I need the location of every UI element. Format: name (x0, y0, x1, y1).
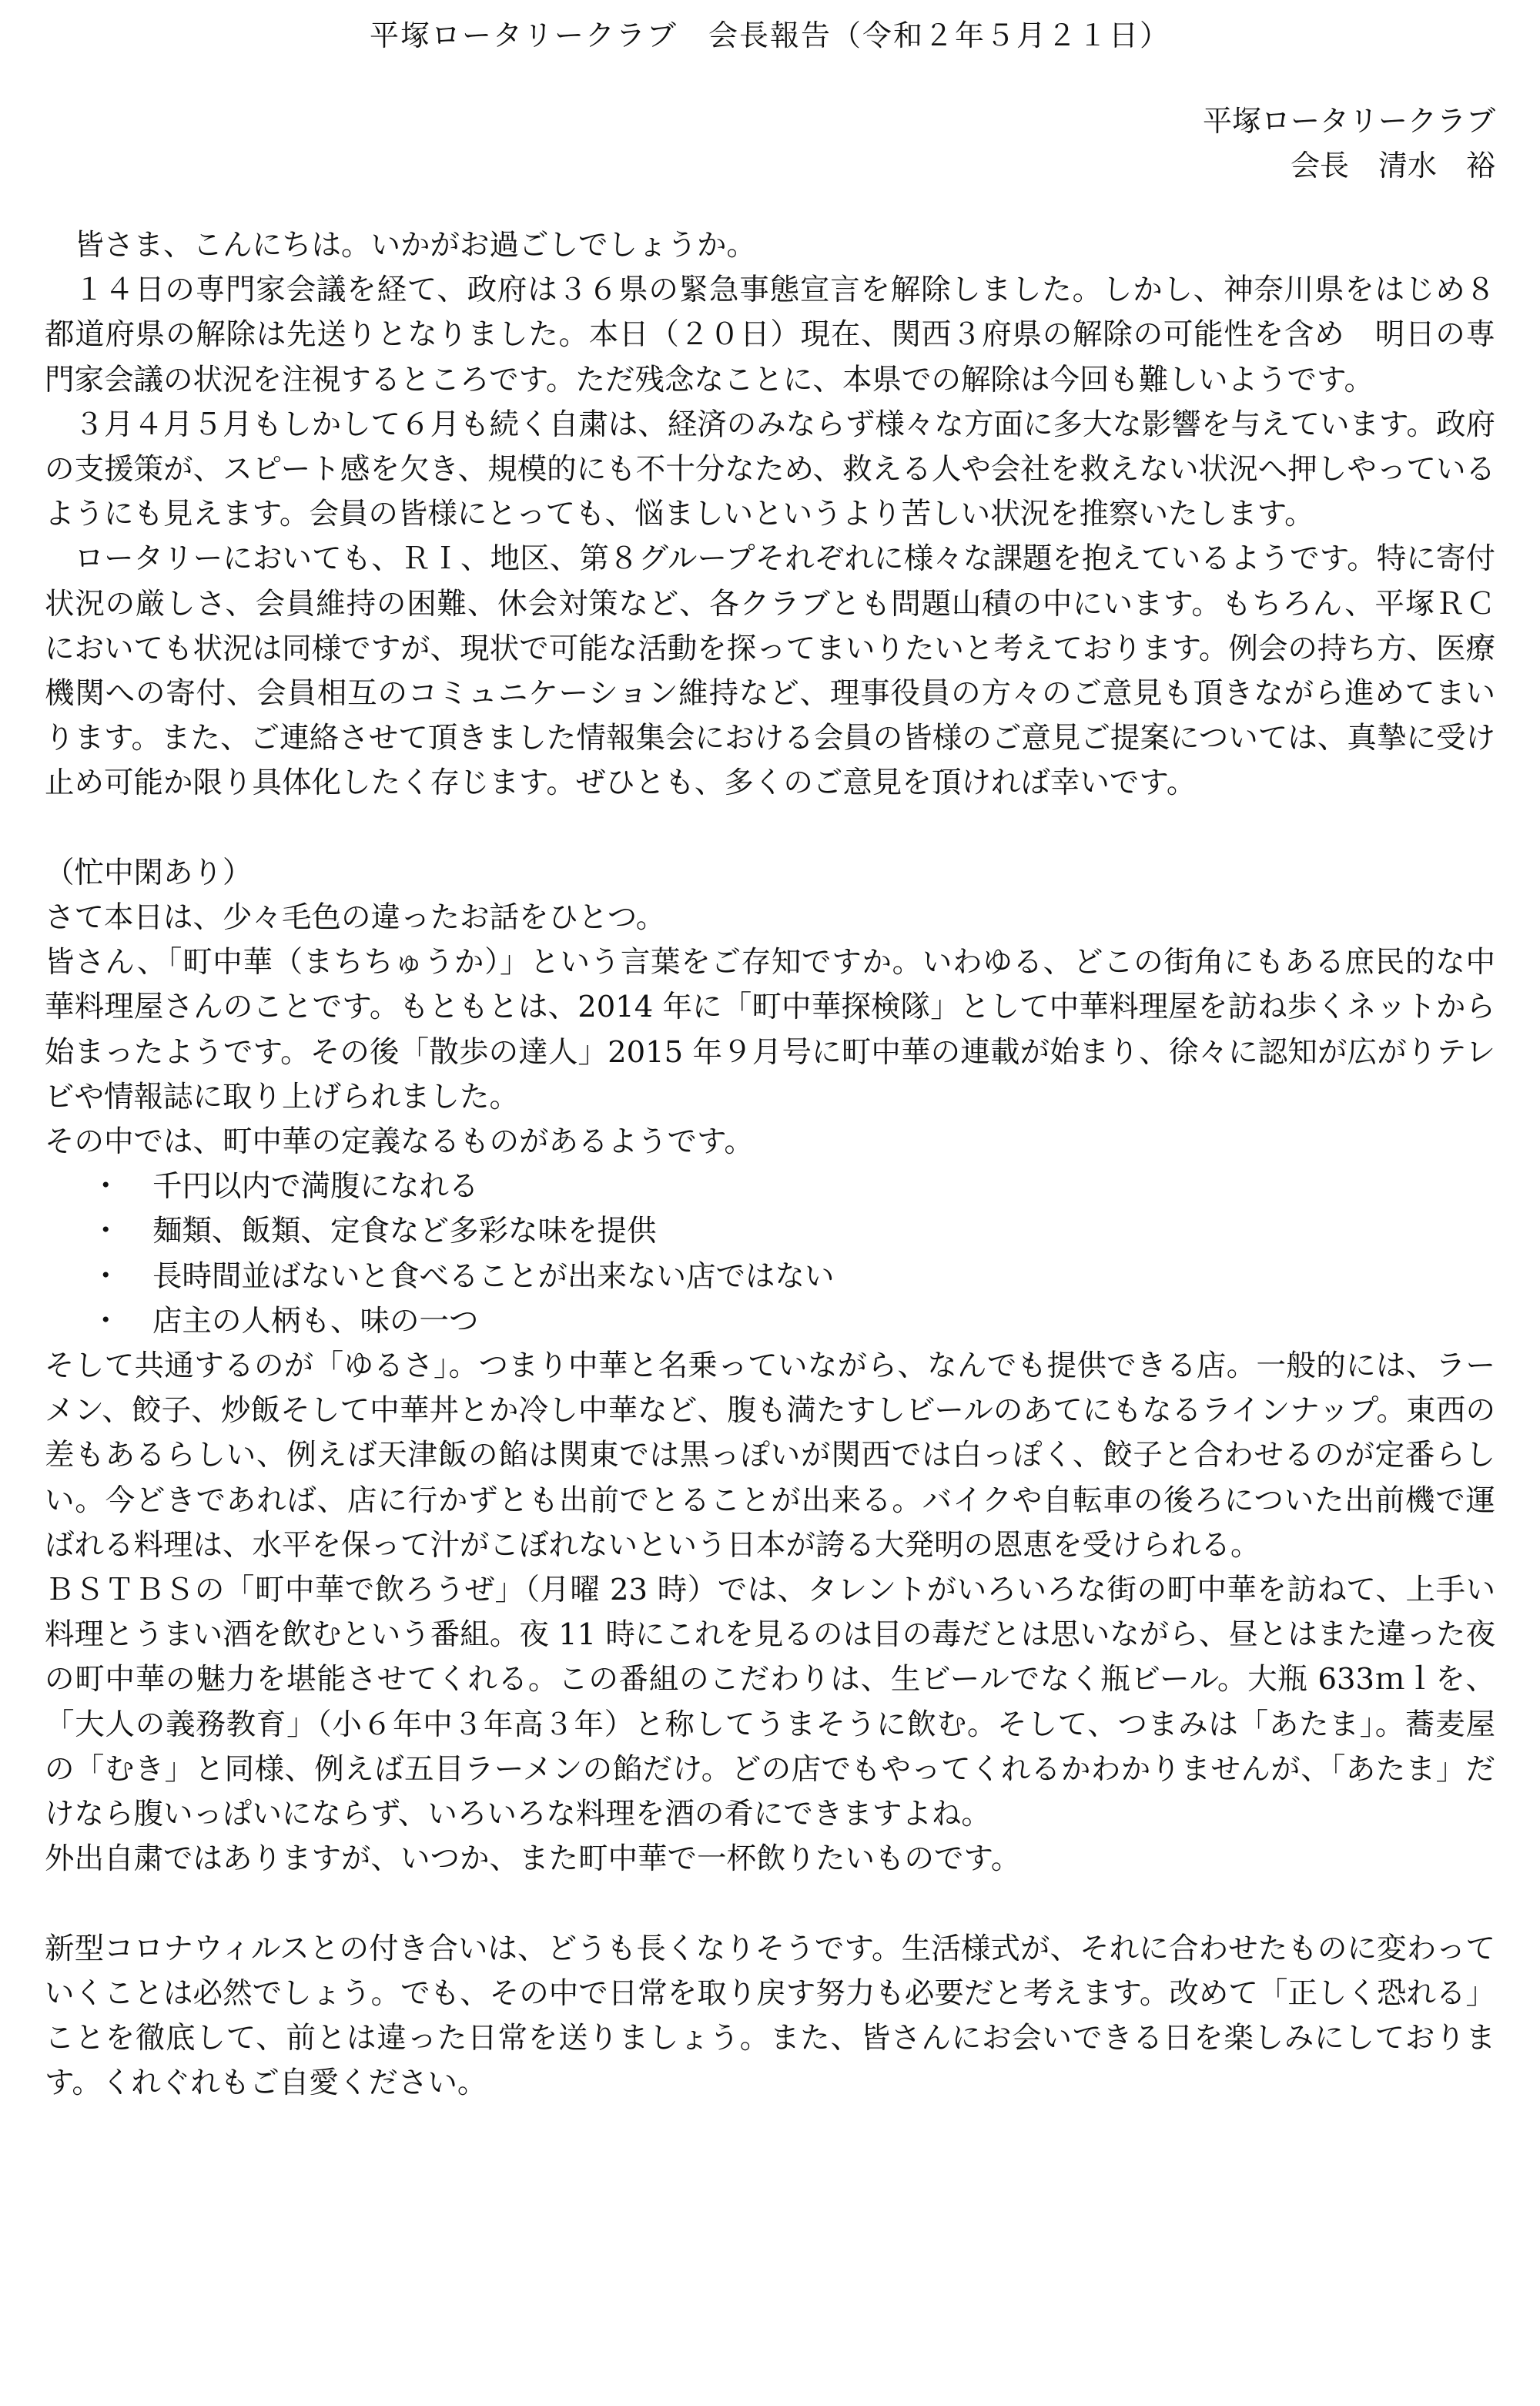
definition-intro-paragraph: その中では、町中華の定義なるものがあるようです。 (45, 1124, 754, 1160)
emergency-declaration-paragraph: １４日の専門家会議を経て、政府は３６県の緊急事態宣言を解除しました。しかし、神奈川県をはじめ８都道府県の解除は先送りとなりました。本日（２０日）現在、関西３府県の解除の可能性を含め 明日の専門家会議の状況を注視するところです。ただ残念なことに、本県での解除は今回も難しいようです。 (45, 273, 1495, 397)
club-name: 平塚ロータリークラブ (1202, 104, 1495, 138)
economic-impact-paragraph: ３月４月５月もしかして６月も続く自粛は、経済のみならず様々な方面に多大な影響を与えています。政府の支援策が、スピート感を欠き、規模的にも不十分なため、救える人や会社を救えない状況へ押しやっているようにも見えます。会員の皆様にとっても、悩ましいというより苦しい状況を推察いたします。 (45, 407, 1495, 532)
list-item: ・ 千円以内で満腹になれる (45, 1164, 1495, 1209)
definition-list (45, 1164, 1495, 1344)
closing-wish-paragraph: 外出自粛ではありますが、いつか、また町中華で一杯飲りたいものです。 (45, 1841, 1021, 1877)
section-gap (45, 1882, 1495, 1927)
tv-program-paragraph: ＢＳＴＢＳの「町中華で飲ろうぜ」（月曜 23 時）では、タレントがいろいろな街の町中華を訪ねて、上手い料理とうまい酒を飲むという番組。夜 11 時にこれを見るのは目の毒だとは思いながら、昼とはまた違った夜の町中華の魅力を堪能させてくれる。この番組のこだわりは、生ビールでなく瓶ビール。大瓶 633ｍｌを、「大人の義務教育」（小６年中３年高３年）と称してうまそうに飲む。そして、つまみは「あたま」。蕎麦屋の「むき」と同様、例えば五目ラーメンの餡だけ。どの店でもやってくれるかわかりませんが、「あたま」だけなら腹いっぱいにならず、いろいろな料理を酒の肴にできますよね。 (45, 1573, 1495, 1832)
rotary-issues-paragraph: ロータリーにおいても、ＲＩ、地区、第８グループそれぞれに様々な課題を抱えているようです。特に寄付状況の厳しさ、会員維持の困難、休会対策など、各クラブとも問題山積の中にいます。もちろん、平塚ＲＣにおいても状況は同様ですが、現状で可能な活動を探ってまいりたいと考えております。例会の持ち方、医療機関への寄付、会員相互のコミュニケーション維持など、理事役員の方々のご意見も頂きながら進めてまいります。また、ご連絡させて頂きました情報集会における会員の皆様のご意見ご提案については、真摯に受け止め可能か限り具体化したく存じます。ぜひとも、多くのご意見を頂ければ幸いです。 (45, 541, 1495, 801)
machichuka-paragraph: 皆さん、「町中華（まちちゅうか）」という言葉をご存知ですか。いわゆる、どこの街角にもある庶民的な中華料理屋さんのことです。もともとは、2014 年に「町中華探検隊」として中華料理屋を訪ね歩くネットから始まったようです。その後「散歩の達人」2015 年９月号に町中華の連載が始まり、徐々に認知が広がりテレビや情報誌に取り上げられました。 (45, 945, 1495, 1114)
section-heading: （忙中閑あり） (45, 855, 253, 890)
document-title: 平塚ロータリークラブ 会長報告（令和２年５月２１日） (369, 18, 1170, 52)
intro-paragraph: さて本日は、少々毛色の違ったお話をひとつ。 (45, 900, 666, 936)
greeting-paragraph: 皆さま、こんにちは。いかがお過ごしでしょうか。 (74, 228, 757, 263)
sender-block (1203, 99, 1495, 188)
section-gap (45, 806, 1495, 851)
list-item: ・ 麺類、飯類、定食など多彩な味を提供 (45, 1209, 1495, 1254)
list-item: ・ 店主の人柄も、味の一つ (45, 1299, 1495, 1344)
yurusa-paragraph: そして共通するのが「ゆるさ」。つまり中華と名乗っていながら、なんでも提供できる店。一般的には、ラーメン、餃子、炒飯そして中華丼とか冷し中華など、腹も満たすしビールのあてにもなるラインナップ。東西の差もあるらしい、例えば天津飯の餡は関東では黒っぽいが関西では白っぽく、餃子と合わせるのが定番らしい。今どきであれば、店に行かずとも出前でとることが出来る。バイクや自転車の後ろについた出前機で運ばれる料理は、水平を保って汁がこぼれないという日本が誇る大発明の恩恵を受けられる。 (45, 1349, 1495, 1563)
president-name: 会長 清水 裕 (1290, 149, 1495, 183)
report-body (45, 223, 1495, 2106)
corona-closing-paragraph: 新型コロナウィルスとの付き合いは、どうも長くなりそうです。生活様式が、それに合わせたものに変わっていくことは必然でしょう。でも、その中で日常を取り戻す努力も必要だと考えます。改めて「正しく恐れる」ことを徹底して、前とは違った日常を送りましょう。また、皆さんにお会いできる日を楽しみにしております。くれぐれもご自愛ください。 (45, 1931, 1495, 2101)
list-item: ・ 長時間並ばないと食べることが出来ない店ではない (45, 1255, 1495, 1299)
